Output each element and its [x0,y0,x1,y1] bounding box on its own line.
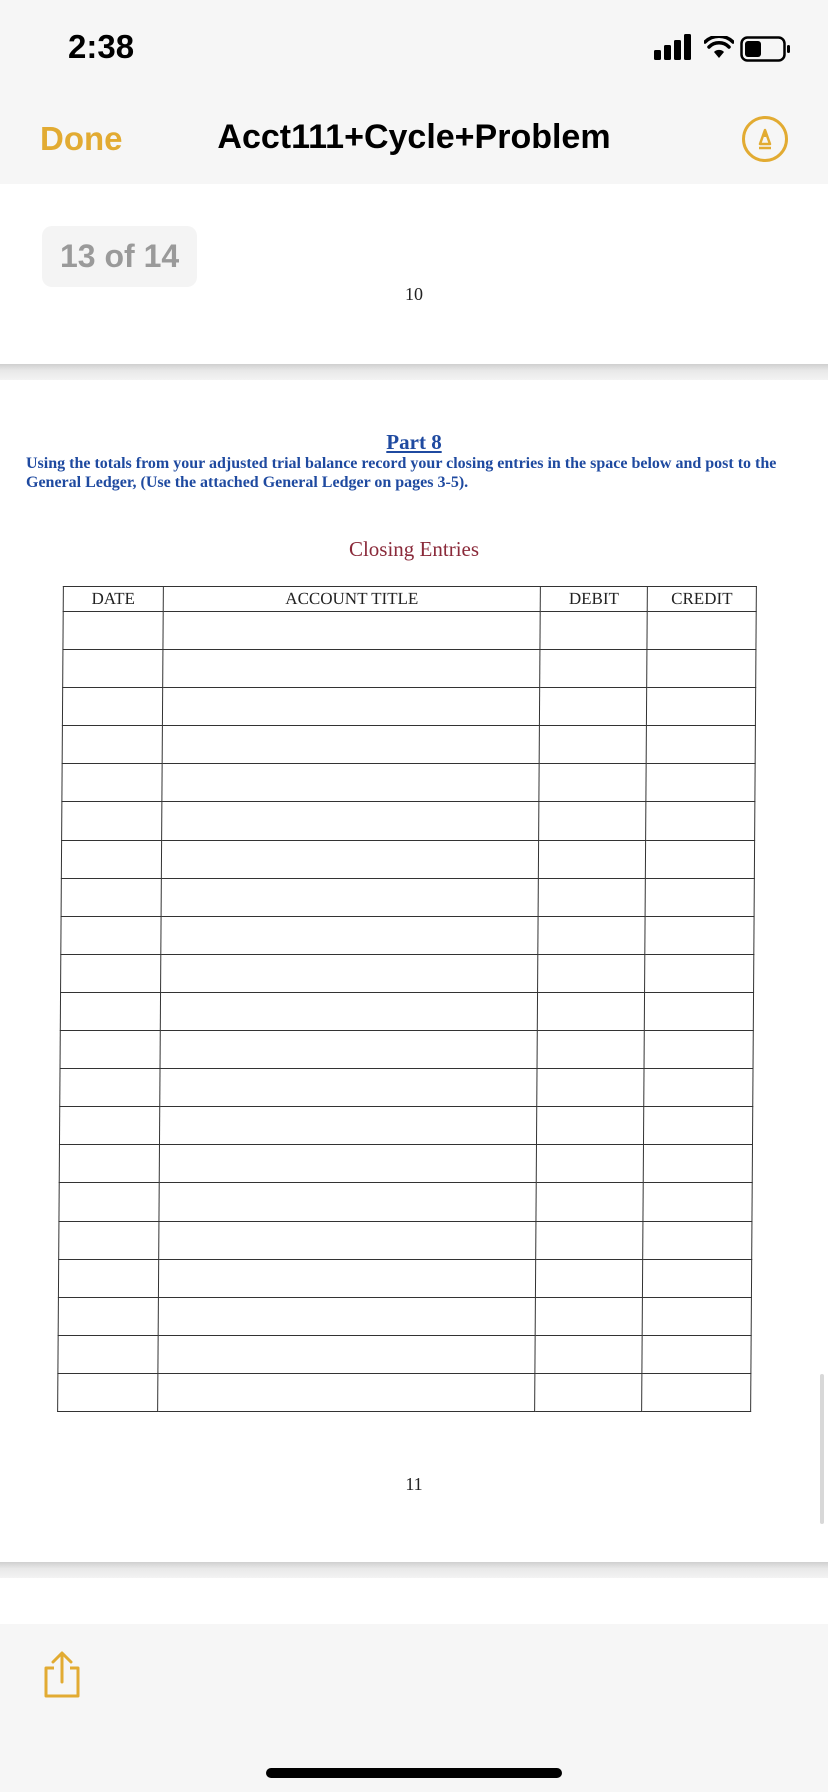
credit-cell [646,688,755,726]
credit-cell [644,992,753,1030]
status-time: 2:38 [68,28,135,65]
table-header-row [63,587,756,612]
credit-cell [647,612,756,650]
debit-cell [538,916,645,954]
account-cell [159,1221,537,1259]
home-indicator [266,1768,562,1778]
table-row [59,1145,752,1183]
account-cell [158,1297,536,1335]
credit-cell [646,764,755,802]
debit-cell [537,1107,644,1145]
debit-cell [537,1031,644,1069]
section-title: Closing Entries [348,537,480,561]
debit-cell [538,878,645,916]
credit-cell [645,840,754,878]
debit-cell [536,1259,643,1297]
account-cell [161,916,539,954]
table-row [63,612,756,650]
account-cell [162,688,540,726]
table-row [61,916,754,954]
share-button[interactable] [42,1650,82,1705]
date-cell [63,650,163,688]
date-cell [59,1107,159,1145]
credit-cell [647,650,756,688]
date-cell [62,802,162,840]
account-cell [159,1183,537,1221]
account-cell [160,1031,538,1069]
table-row [62,764,755,802]
closing-entries-table [57,586,757,1412]
credit-cell [643,1183,752,1221]
document-viewer[interactable] [0,184,828,1624]
debit-cell [535,1297,642,1335]
date-cell [59,1221,159,1259]
table-row [60,1069,753,1107]
account-cell [161,802,539,840]
table-row [61,878,754,916]
wifi-icon [704,36,734,60]
table-row [61,840,754,878]
debit-cell [536,1221,643,1259]
instructions-text: Using the totals from your adjusted trial balance record your closing entries in the space below and post to the General Ledger, (Use the attached General Ledger on pages 3-5). [26,455,777,491]
account-cell [162,764,540,802]
debit-cell [539,840,646,878]
markup-button[interactable] [742,116,788,162]
date-cell [59,1183,159,1221]
account-cell [163,650,541,688]
credit-cell [643,1221,752,1259]
credit-cell [645,878,754,916]
date-cell [62,688,162,726]
table-row [63,650,756,688]
header-credit: CREDIT [647,587,756,612]
table-row [58,1335,751,1373]
debit-cell [535,1373,642,1411]
markup-pen-icon [753,127,777,151]
date-cell [62,764,162,802]
credit-cell [642,1335,751,1373]
account-cell [161,840,539,878]
table-row [58,1259,751,1297]
page-indicator: 13 of 14 [42,226,197,287]
debit-cell [540,650,647,688]
page-separator [0,364,828,380]
table-row [59,1107,752,1145]
debit-cell [538,954,645,992]
page-separator [0,1562,828,1578]
page-number-bottom: 11 [405,1474,423,1494]
date-cell [61,840,161,878]
date-cell [59,1145,159,1183]
credit-cell [642,1259,751,1297]
account-cell [160,1069,538,1107]
battery-icon [740,36,792,62]
header-date: DATE [63,587,163,612]
debit-cell [539,802,646,840]
account-cell [157,1373,535,1411]
credit-cell [643,1145,752,1183]
account-cell [160,954,538,992]
credit-cell [644,1031,753,1069]
credit-cell [646,726,755,764]
header-debit: DEBIT [540,587,647,612]
debit-cell [537,992,644,1030]
debit-cell [540,612,647,650]
document-title: Acct111+Cycle+Problem [217,118,611,156]
table-row [61,954,754,992]
table-row [60,1031,753,1069]
table-row [59,1183,752,1221]
table-row [62,726,755,764]
date-cell [61,954,161,992]
debit-cell [540,688,647,726]
date-cell [61,878,161,916]
debit-cell [537,1069,644,1107]
table-row [62,688,755,726]
debit-cell [539,726,646,764]
nav-bar [0,92,828,184]
date-cell [62,726,162,764]
date-cell [60,1069,160,1107]
credit-cell [642,1297,751,1335]
done-button[interactable]: Done [40,120,123,157]
account-cell [159,1107,537,1145]
debit-cell [536,1145,643,1183]
account-cell [161,878,539,916]
account-cell [163,612,541,650]
date-cell [60,992,160,1030]
credit-cell [644,1107,753,1145]
debit-cell [535,1335,642,1373]
account-cell [162,726,540,764]
header-account-title: ACCOUNT TITLE [163,587,541,612]
cellular-signal-icon [654,34,694,60]
account-cell [159,1145,537,1183]
date-cell [58,1297,158,1335]
debit-cell [536,1183,643,1221]
status-bar [0,0,828,92]
page-number-top: 10 [405,284,423,304]
table-row [60,992,753,1030]
part-title: Part 8 [386,430,442,454]
date-cell [63,612,163,650]
date-cell [58,1335,158,1373]
date-cell [58,1259,158,1297]
table-row [58,1297,751,1335]
date-cell [60,1031,160,1069]
credit-cell [642,1373,751,1411]
credit-cell [645,916,754,954]
table-row [62,802,755,840]
account-cell [158,1259,536,1297]
account-cell [158,1335,536,1373]
credit-cell [645,954,754,992]
share-icon [42,1650,82,1700]
table-row [58,1373,751,1411]
credit-cell [646,802,755,840]
table-row [59,1221,752,1259]
credit-cell [644,1069,753,1107]
date-cell [61,916,161,954]
debit-cell [539,764,646,802]
scroll-indicator[interactable] [820,1374,824,1524]
account-cell [160,992,538,1030]
bottom-toolbar [0,1624,828,1792]
date-cell [58,1373,158,1411]
